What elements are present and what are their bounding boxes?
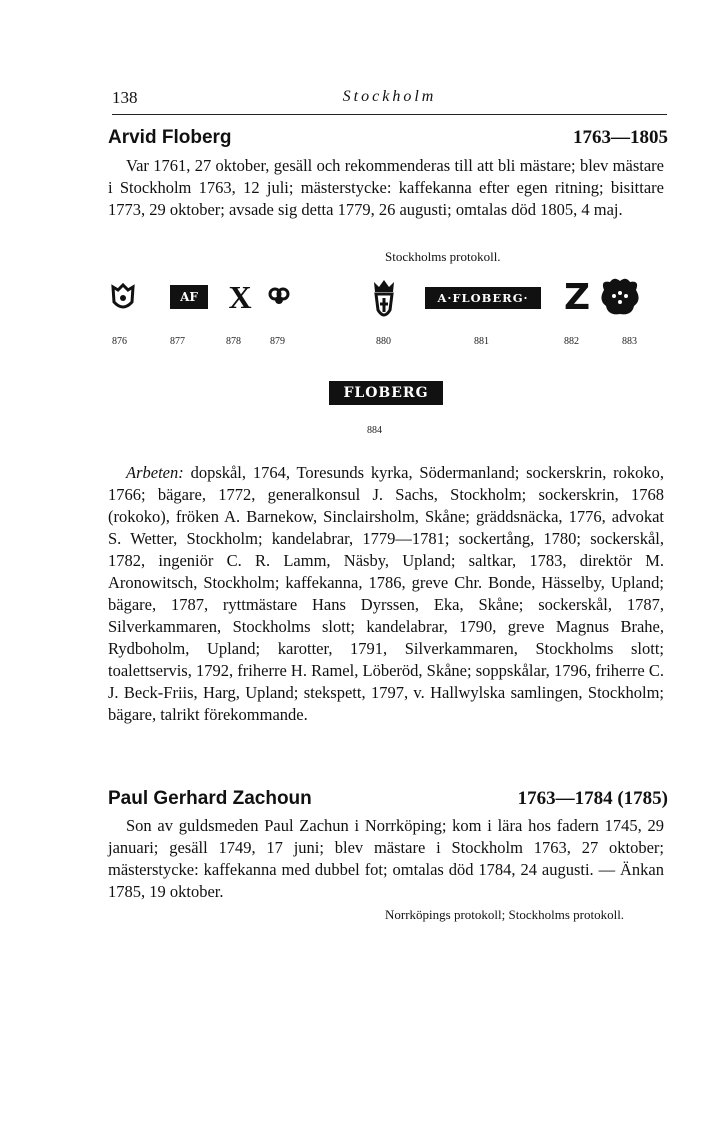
mark-number: 884	[367, 425, 382, 436]
works-paragraph	[108, 462, 664, 726]
entry-heading-zachoun	[108, 788, 668, 814]
mark-number: 876	[112, 336, 127, 347]
hallmark-z: Z	[563, 276, 591, 318]
entry-heading-floberg	[108, 127, 668, 153]
hallmarks-row	[108, 276, 668, 352]
source-note-floberg: Stockholms protokoll.	[385, 249, 501, 264]
hallmark-crowned-shield-icon	[110, 282, 136, 312]
mark-number: 878	[226, 336, 241, 347]
mark-number: 880	[376, 336, 391, 347]
mark-number: 882	[564, 336, 579, 347]
page-number: 138	[112, 88, 138, 107]
hallmark-trefoil-icon	[268, 286, 290, 306]
mark-number: 881	[474, 336, 489, 347]
works-label: Arbeten:	[126, 463, 184, 482]
source-note-zachoun: Norrköpings protokoll; Stockholms protokoll.	[385, 907, 625, 922]
entry-years: 1763—1784 (1785)	[517, 788, 668, 809]
hallmark-crowned-fleur-icon	[370, 278, 398, 322]
hallmark-a-floberg: A·FLOBERG·	[426, 288, 540, 308]
hallmark-af: AF	[171, 286, 207, 308]
hallmark-x: X	[228, 278, 252, 315]
hallmark-floberg: FLOBERG	[330, 382, 442, 404]
entry-text-zachoun: Son av guldsmeden Paul Zachun i Norrköping; kom i lära hos fadern 1745, 29 januari; gesäll 1749, 17 juni; blev mästare i Stockholm 1763, 27 oktober; mästerstycke: kaffekanna med dubbel fot; omtalas död 1784, 24 augusti. — Änkan 1785, 19 oktober.	[108, 816, 664, 901]
works-text: dopskål, 1764, Toresunds kyrka, Södermanland; sockerskrin, rokoko, 1766; bägare, 1772, generalkonsul J. Sachs, Stockholm; sockerskrin, 1768 (rokoko), fröken A. Barnekow, Sinclairsholm, Skåne; gräddsnäcka, 1776, advokat S. Wetter, Stockholm; kandelabrar, 1779—1781; sockertång, 1780; sockerskål, 1782, ingeniör C. R. Lamm, Näsby, Upland; saltkar, 1783, direktör M. Aronowitsch, Stockholm; kaffekanna, 1786, greve Chr. Bonde, Hässelby, Upland; bägare, 1787, ryttmästare Hans Dyrssen, Eka, Skåne; sockerskål, 1787, Silverkammaren, Stockholms slott; kandelabrar, 1790, greve Magnus Brahe, Rydboholm, Upland; karotter, 1791, Silverkammaren, Stockholms slott; toalettservis, 1792, friherre H. Ramel, Löberöd, Skåne; soppskålar, 1796, friherre C. J. Beck-Friis, Harg, Upland; stekspett, 1797, v. Hallwylska samlingen, Stockholm; bägare, talrikt förekommande.	[108, 463, 665, 724]
mark-number: 879	[270, 336, 285, 347]
mark-number: 877	[170, 336, 185, 347]
mark-number: 883	[622, 336, 637, 347]
entry-text-floberg: Var 1761, 27 oktober, gesäll och rekommenderas till att bli mästare; blev mästare i Stockholm 1763, 12 juli; mästerstycke: kaffekanna efter egen ritning; bisittare 1773, 29 oktober; avsade sig detta 1779, 26 augusti; omtalas död 1805, 4 maj.	[108, 156, 664, 219]
running-title: Stockholm	[342, 88, 437, 105]
entry-years: 1763—1805	[573, 127, 668, 148]
entry-name: Arvid Floberg	[108, 127, 232, 148]
entry-name: Paul Gerhard Zachoun	[108, 788, 312, 809]
page-header	[112, 88, 667, 115]
hallmark-crowned-cartouche-icon	[598, 276, 642, 320]
